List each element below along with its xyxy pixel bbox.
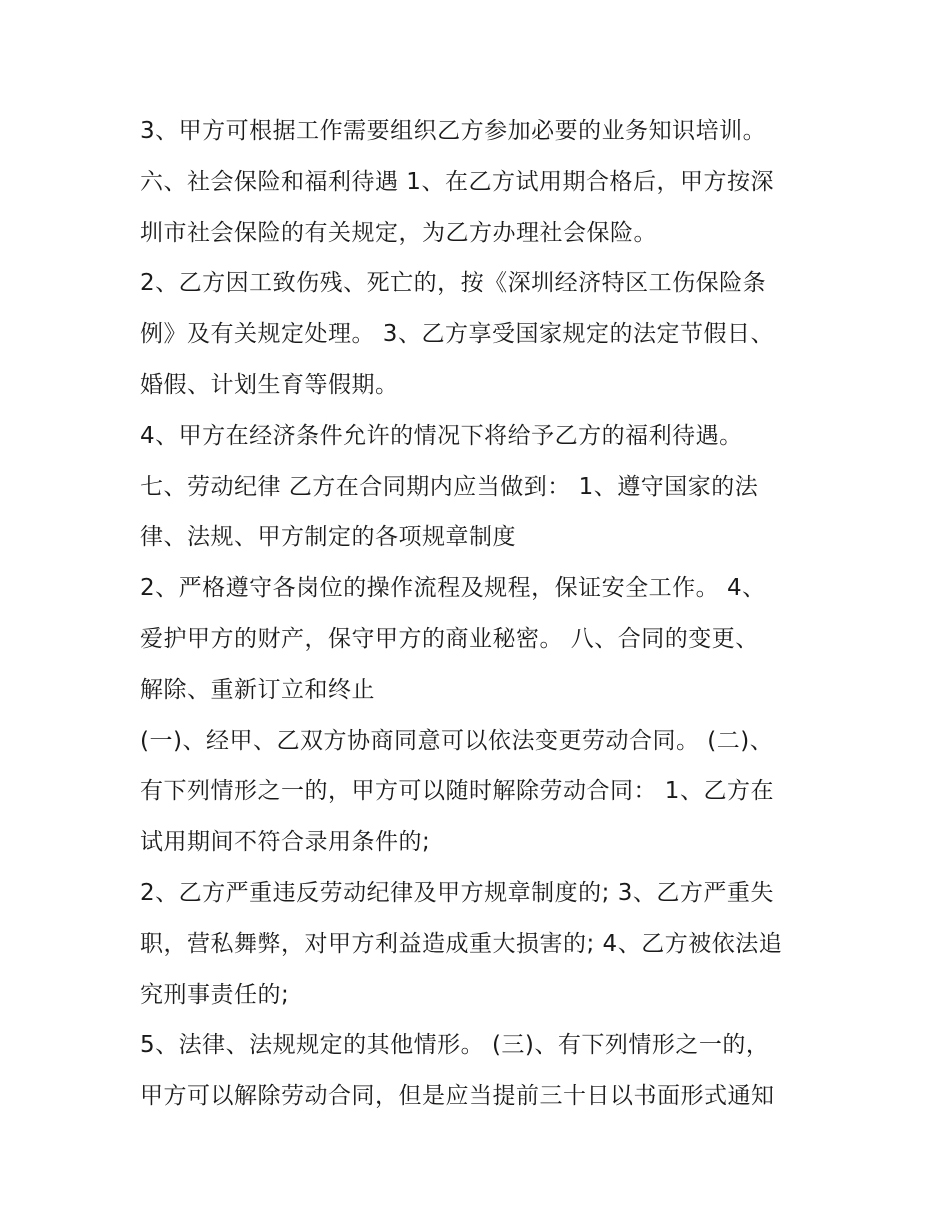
text-line: 试用期间不符合录用条件的; [140, 829, 431, 856]
text-line: 5、法律、法规规定的其他情形。 (三)、有下列情形之一的， [140, 1032, 770, 1059]
text-line: 甲方可以解除劳动合同，但是应当提前三十日以书面形式通知 [140, 1083, 775, 1110]
text-line: 圳市社会保险的有关规定，为乙方办理社会保险。 [140, 219, 657, 246]
text-line: 六、社会保险和福利待遇 1、在乙方试用期合格后，甲方按深 [140, 168, 774, 195]
text-line: 2、乙方严重违反劳动纪律及甲方规章制度的; 3、乙方严重失 [140, 879, 774, 906]
text-line: 律、法规、甲方制定的各项规章制度 [140, 524, 516, 551]
text-line: 4、甲方在经济条件允许的情况下将给予乙方的福利待遇。 [140, 422, 743, 449]
text-line: 2、乙方因工致伤残、死亡的，按《深圳经济特区工伤保险条 [140, 270, 767, 297]
text-line: 2、严格遵守各岗位的操作流程及规程，保证安全工作。 4、 [140, 575, 766, 602]
text-line: 解除、重新订立和终止 [140, 676, 375, 703]
text-line: 婚假、计划生育等假期。 [140, 371, 399, 398]
contract-text-body [140, 106, 820, 1122]
text-line: 究刑事责任的; [140, 981, 290, 1008]
text-line: 有下列情形之一的，甲方可以随时解除劳动合同： 1、乙方在 [140, 778, 774, 805]
text-line: 七、劳动纪律 乙方在合同期内应当做到： 1、遵守国家的法 [140, 473, 759, 500]
text-line: (一)、经甲、乙双方协商同意可以依法变更劳动合同。 (二)、 [140, 727, 774, 754]
text-line: 爱护甲方的财产，保守甲方的商业秘密。 八、合同的变更、 [140, 625, 759, 652]
text-line: 3、甲方可根据工作需要组织乙方参加必要的业务知识培训。 [140, 118, 767, 144]
text-line: 例》及有关规定处理。 3、乙方享受国家规定的法定节假日、 [140, 321, 774, 348]
text-line: 职，营私舞弊，对甲方利益造成重大损害的; 4、乙方被依法追 [140, 930, 783, 957]
